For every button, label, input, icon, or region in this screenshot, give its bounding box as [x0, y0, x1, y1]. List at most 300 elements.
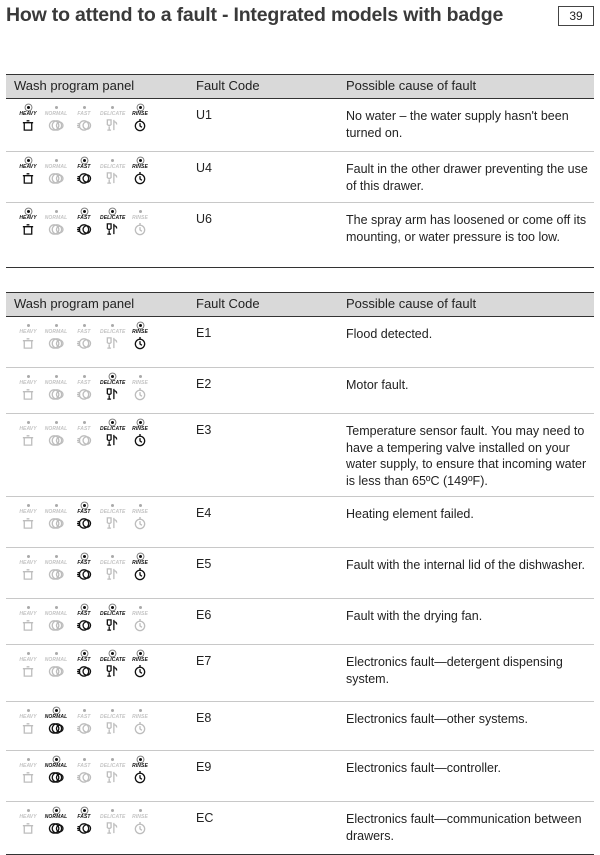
indicator-light	[139, 652, 142, 655]
indicator-light	[83, 606, 86, 609]
program-indicator-delicate	[100, 323, 124, 361]
program-indicator-fast	[72, 757, 96, 795]
indicator-light	[27, 159, 30, 162]
plates-icon	[48, 118, 64, 132]
glass-icon	[104, 721, 120, 735]
indicator-light	[55, 504, 58, 507]
rinse-icon	[132, 770, 148, 784]
program-indicator-heavy	[16, 808, 40, 846]
program-label: FAST	[77, 714, 91, 720]
program-indicator-rinse	[128, 420, 152, 458]
program-label: DELICATE	[100, 329, 126, 335]
program-indicator-delicate	[100, 105, 124, 143]
program-indicator-heavy	[16, 374, 40, 412]
fault-cause: No water – the water supply hasn't been turned on.	[346, 109, 569, 140]
fault-code: E2	[196, 377, 212, 391]
plates-icon	[48, 567, 64, 581]
indicator-light	[139, 606, 142, 609]
program-label: RINSE	[132, 164, 148, 170]
glass-icon	[104, 433, 120, 447]
program-label: RINSE	[132, 329, 148, 335]
table-row	[6, 317, 594, 368]
indicator-light	[139, 421, 142, 424]
program-label: HEAVY	[19, 714, 37, 720]
indicator-light	[139, 758, 142, 761]
table-row	[6, 368, 594, 414]
program-label: NORMAL	[44, 215, 68, 221]
indicator-light	[111, 210, 114, 213]
pot-icon	[20, 118, 36, 132]
program-indicator-delicate	[100, 757, 124, 795]
program-indicator-heavy	[16, 323, 40, 361]
indicator-light	[139, 504, 142, 507]
fault-cause: Fault with the internal lid of the dishwasher.	[346, 558, 586, 572]
fault-code: E1	[196, 326, 212, 340]
indicator-light	[83, 421, 86, 424]
indicator-light	[111, 375, 114, 378]
indicator-light	[139, 375, 142, 378]
program-indicator-fast	[72, 808, 96, 846]
program-indicator-fast	[72, 158, 96, 196]
program-label: FAST	[77, 426, 91, 432]
plates-icon	[48, 618, 64, 632]
glass-icon	[104, 567, 120, 581]
indicator-light	[27, 555, 30, 558]
program-label: NORMAL	[44, 426, 68, 432]
indicator-light	[55, 652, 58, 655]
program-indicator-fast	[72, 420, 96, 458]
rinse-icon	[132, 567, 148, 581]
indicator-light	[111, 709, 114, 712]
program-indicator-rinse	[128, 323, 152, 361]
indicator-light	[27, 210, 30, 213]
fault-cause: Electronics fault—communication between drawers.	[346, 812, 582, 843]
program-label: DELICATE	[100, 215, 126, 221]
program-indicator-heavy	[16, 420, 40, 458]
fault-cause: Heating element failed.	[346, 507, 474, 521]
program-label: HEAVY	[19, 329, 37, 335]
glass-icon	[104, 336, 120, 350]
table-row	[6, 802, 594, 855]
program-indicator-fast	[72, 503, 96, 541]
rinse-icon	[132, 821, 148, 835]
program-label: DELICATE	[100, 509, 126, 515]
fault-code: E5	[196, 557, 212, 571]
header-possible-cause: Possible cause of fault	[346, 296, 477, 311]
program-indicator-heavy	[16, 209, 40, 247]
program-label: HEAVY	[19, 814, 37, 820]
indicator-light	[83, 375, 86, 378]
pot-icon	[20, 171, 36, 185]
plates-fast-icon	[76, 433, 92, 447]
fault-cause: Flood detected.	[346, 327, 433, 341]
table-row	[6, 152, 594, 203]
program-indicator-delicate	[100, 209, 124, 247]
fault-code: U1	[196, 108, 212, 122]
program-label: NORMAL	[44, 611, 68, 617]
indicator-light	[139, 159, 142, 162]
rinse-icon	[132, 618, 148, 632]
program-label: HEAVY	[19, 380, 37, 386]
program-indicator-normal	[44, 158, 68, 196]
program-indicator-rinse	[128, 209, 152, 247]
fault-cause: Electronics fault—other systems.	[346, 712, 529, 726]
program-label: HEAVY	[19, 111, 37, 117]
page-title: How to attend to a fault - Integrated models with badge	[6, 4, 504, 26]
glass-icon	[104, 118, 120, 132]
indicator-light	[83, 709, 86, 712]
program-label: RINSE	[132, 560, 148, 566]
program-indicator-rinse	[128, 554, 152, 592]
rinse-icon	[132, 118, 148, 132]
program-label: DELICATE	[100, 560, 126, 566]
indicator-light	[111, 555, 114, 558]
program-indicator-normal	[44, 503, 68, 541]
program-label: RINSE	[132, 814, 148, 820]
indicator-light	[55, 106, 58, 109]
plates-fast-icon	[76, 770, 92, 784]
program-label: HEAVY	[19, 164, 37, 170]
program-label: NORMAL	[44, 164, 68, 170]
fault-cause: Temperature sensor fault. You may need to have a tempering valve installed on your water supply, to ensure that incoming water is less than 65ºC (149ºF).	[346, 424, 587, 488]
indicator-light	[27, 504, 30, 507]
wash-program-panel	[16, 651, 156, 689]
indicator-light	[27, 652, 30, 655]
program-indicator-delicate	[100, 374, 124, 412]
fault-code: E7	[196, 654, 212, 668]
indicator-light	[83, 210, 86, 213]
plates-fast-icon	[76, 387, 92, 401]
program-label: RINSE	[132, 111, 148, 117]
fault-code: E3	[196, 423, 212, 437]
indicator-light	[55, 758, 58, 761]
indicator-light	[83, 652, 86, 655]
indicator-light	[111, 652, 114, 655]
indicator-light	[27, 421, 30, 424]
plates-icon	[48, 664, 64, 678]
program-label: DELICATE	[100, 380, 126, 386]
glass-icon	[104, 821, 120, 835]
plates-fast-icon	[76, 516, 92, 530]
table-row	[6, 645, 594, 702]
program-indicator-normal	[44, 554, 68, 592]
rinse-icon	[132, 222, 148, 236]
wash-program-panel	[16, 105, 156, 143]
plates-fast-icon	[76, 821, 92, 835]
indicator-light	[111, 159, 114, 162]
indicator-light	[27, 375, 30, 378]
table-row	[6, 702, 594, 751]
plates-icon	[48, 433, 64, 447]
program-label: NORMAL	[44, 657, 68, 663]
wash-program-panel	[16, 757, 156, 795]
glass-icon	[104, 171, 120, 185]
rinse-icon	[132, 387, 148, 401]
plates-fast-icon	[76, 118, 92, 132]
pot-icon	[20, 664, 36, 678]
plates-fast-icon	[76, 664, 92, 678]
pot-icon	[20, 336, 36, 350]
program-indicator-normal	[44, 420, 68, 458]
program-indicator-rinse	[128, 757, 152, 795]
table-row	[6, 751, 594, 802]
indicator-light	[55, 555, 58, 558]
pot-icon	[20, 721, 36, 735]
program-label: FAST	[77, 560, 91, 566]
program-label: RINSE	[132, 763, 148, 769]
indicator-light	[55, 809, 58, 812]
indicator-light	[111, 606, 114, 609]
program-indicator-delicate	[100, 808, 124, 846]
indicator-light	[111, 758, 114, 761]
table-header	[6, 292, 594, 317]
program-label: NORMAL	[44, 329, 68, 335]
program-indicator-rinse	[128, 374, 152, 412]
program-label: NORMAL	[44, 509, 68, 515]
program-indicator-rinse	[128, 708, 152, 746]
glass-icon	[104, 618, 120, 632]
wash-program-panel	[16, 808, 156, 846]
program-label: RINSE	[132, 509, 148, 515]
indicator-light	[83, 106, 86, 109]
indicator-light	[55, 606, 58, 609]
program-label: FAST	[77, 611, 91, 617]
program-label: RINSE	[132, 426, 148, 432]
plates-fast-icon	[76, 618, 92, 632]
table-row	[6, 497, 594, 548]
program-indicator-normal	[44, 209, 68, 247]
program-indicator-delicate	[100, 158, 124, 196]
table-row	[6, 99, 594, 152]
program-label: DELICATE	[100, 164, 126, 170]
plates-fast-icon	[76, 222, 92, 236]
program-label: DELICATE	[100, 814, 126, 820]
program-indicator-rinse	[128, 605, 152, 643]
glass-icon	[104, 770, 120, 784]
fault-code: E6	[196, 608, 212, 622]
indicator-light	[27, 809, 30, 812]
fault-cause: Electronics fault—controller.	[346, 761, 501, 775]
rinse-icon	[132, 171, 148, 185]
program-indicator-rinse	[128, 808, 152, 846]
program-label: DELICATE	[100, 714, 126, 720]
header-fault-code: Fault Code	[196, 78, 260, 93]
program-label: NORMAL	[44, 111, 68, 117]
program-label: RINSE	[132, 657, 148, 663]
fault-code: EC	[196, 811, 214, 825]
plates-fast-icon	[76, 567, 92, 581]
table-row	[6, 548, 594, 599]
indicator-light	[111, 809, 114, 812]
wash-program-panel	[16, 374, 156, 412]
pot-icon	[20, 618, 36, 632]
indicator-light	[27, 606, 30, 609]
fault-table	[6, 292, 594, 855]
fault-cause: Fault in the other drawer preventing the use of this drawer.	[346, 162, 588, 193]
program-indicator-rinse	[128, 105, 152, 143]
program-label: HEAVY	[19, 426, 37, 432]
header-wash-program-panel: Wash program panel	[14, 296, 135, 311]
indicator-light	[27, 709, 30, 712]
program-indicator-rinse	[128, 158, 152, 196]
indicator-light	[27, 324, 30, 327]
pot-icon	[20, 567, 36, 581]
plates-icon	[48, 171, 64, 185]
plates-fast-icon	[76, 171, 92, 185]
indicator-light	[139, 210, 142, 213]
glass-icon	[104, 222, 120, 236]
rinse-icon	[132, 433, 148, 447]
pot-icon	[20, 770, 36, 784]
program-indicator-delicate	[100, 651, 124, 689]
glass-icon	[104, 387, 120, 401]
fault-code: U4	[196, 161, 212, 175]
program-label: DELICATE	[100, 657, 126, 663]
program-indicator-delicate	[100, 554, 124, 592]
plates-icon	[48, 387, 64, 401]
rinse-icon	[132, 336, 148, 350]
indicator-light	[83, 555, 86, 558]
header-wash-program-panel: Wash program panel	[14, 78, 135, 93]
program-label: HEAVY	[19, 560, 37, 566]
program-label: RINSE	[132, 215, 148, 221]
plates-icon	[48, 336, 64, 350]
plates-icon	[48, 721, 64, 735]
glass-icon	[104, 516, 120, 530]
indicator-light	[55, 159, 58, 162]
wash-program-panel	[16, 605, 156, 643]
indicator-light	[55, 709, 58, 712]
plates-icon	[48, 516, 64, 530]
table-header	[6, 74, 594, 99]
program-indicator-normal	[44, 757, 68, 795]
program-label: FAST	[77, 164, 91, 170]
program-indicator-normal	[44, 323, 68, 361]
program-label: HEAVY	[19, 763, 37, 769]
program-indicator-fast	[72, 651, 96, 689]
program-indicator-normal	[44, 808, 68, 846]
wash-program-panel	[16, 209, 156, 247]
indicator-light	[139, 324, 142, 327]
fault-cause: The spray arm has loosened or come off its mounting, or water pressure is too low.	[346, 213, 587, 244]
program-label: HEAVY	[19, 657, 37, 663]
program-label: FAST	[77, 509, 91, 515]
program-indicator-rinse	[128, 503, 152, 541]
fault-code: U6	[196, 212, 212, 226]
fault-cause: Fault with the drying fan.	[346, 609, 483, 623]
rinse-icon	[132, 664, 148, 678]
program-indicator-fast	[72, 554, 96, 592]
program-label: RINSE	[132, 380, 148, 386]
program-indicator-normal	[44, 708, 68, 746]
fault-code: E8	[196, 711, 212, 725]
program-label: FAST	[77, 111, 91, 117]
program-label: RINSE	[132, 611, 148, 617]
program-label: NORMAL	[44, 763, 68, 769]
pot-icon	[20, 433, 36, 447]
program-indicator-normal	[44, 374, 68, 412]
program-label: DELICATE	[100, 611, 126, 617]
wash-program-panel	[16, 323, 156, 361]
pot-icon	[20, 516, 36, 530]
program-label: HEAVY	[19, 611, 37, 617]
indicator-light	[55, 421, 58, 424]
program-label: FAST	[77, 814, 91, 820]
indicator-light	[55, 210, 58, 213]
indicator-light	[111, 421, 114, 424]
program-label: FAST	[77, 215, 91, 221]
page-number: 39	[558, 6, 594, 26]
fault-cause: Motor fault.	[346, 378, 409, 392]
table-row	[6, 203, 594, 268]
program-label: FAST	[77, 657, 91, 663]
program-indicator-heavy	[16, 605, 40, 643]
program-indicator-heavy	[16, 757, 40, 795]
table-row	[6, 414, 594, 497]
program-indicator-rinse	[128, 651, 152, 689]
indicator-light	[139, 106, 142, 109]
pot-icon	[20, 387, 36, 401]
indicator-light	[55, 324, 58, 327]
program-indicator-heavy	[16, 708, 40, 746]
rinse-icon	[132, 516, 148, 530]
wash-program-panel	[16, 420, 156, 458]
program-indicator-fast	[72, 323, 96, 361]
indicator-light	[83, 159, 86, 162]
program-indicator-fast	[72, 105, 96, 143]
program-indicator-delicate	[100, 420, 124, 458]
indicator-light	[111, 324, 114, 327]
wash-program-panel	[16, 554, 156, 592]
wash-program-panel	[16, 503, 156, 541]
program-label: NORMAL	[44, 560, 68, 566]
program-label: DELICATE	[100, 426, 126, 432]
program-label: DELICATE	[100, 763, 126, 769]
plates-icon	[48, 821, 64, 835]
indicator-light	[83, 809, 86, 812]
program-indicator-heavy	[16, 158, 40, 196]
header-fault-code: Fault Code	[196, 296, 260, 311]
program-indicator-delicate	[100, 503, 124, 541]
program-indicator-normal	[44, 605, 68, 643]
program-label: FAST	[77, 763, 91, 769]
indicator-light	[27, 106, 30, 109]
rinse-icon	[132, 721, 148, 735]
program-indicator-heavy	[16, 503, 40, 541]
program-indicator-fast	[72, 708, 96, 746]
indicator-light	[27, 758, 30, 761]
program-indicator-fast	[72, 209, 96, 247]
indicator-light	[55, 375, 58, 378]
program-label: DELICATE	[100, 111, 126, 117]
program-indicator-heavy	[16, 554, 40, 592]
program-label: FAST	[77, 380, 91, 386]
program-label: HEAVY	[19, 215, 37, 221]
table-row	[6, 599, 594, 645]
program-indicator-normal	[44, 105, 68, 143]
program-indicator-normal	[44, 651, 68, 689]
header-possible-cause: Possible cause of fault	[346, 78, 477, 93]
wash-program-panel	[16, 158, 156, 196]
indicator-light	[111, 106, 114, 109]
indicator-light	[139, 709, 142, 712]
fault-table	[6, 74, 594, 268]
fault-cause: Electronics fault—detergent dispensing system.	[346, 655, 563, 686]
program-indicator-fast	[72, 605, 96, 643]
program-label: RINSE	[132, 714, 148, 720]
wash-program-panel	[16, 708, 156, 746]
fault-code: E4	[196, 506, 212, 520]
